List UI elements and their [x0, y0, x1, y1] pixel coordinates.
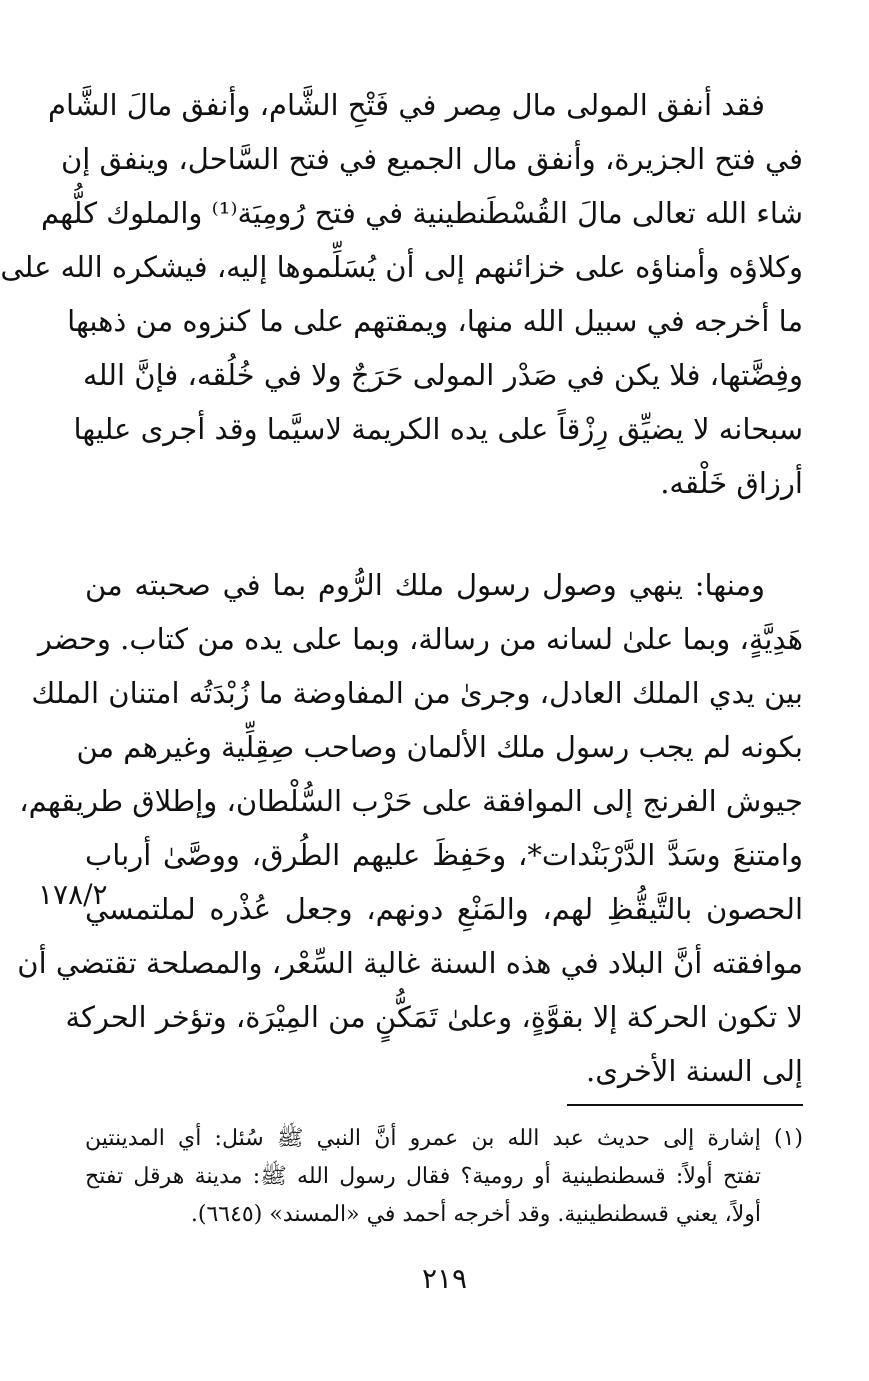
text-line: ما أخرجه في سبيل الله منها، ويمقتهم على ما كنزوه من ذهبها: [67, 304, 803, 338]
margin-reference: ١٧٨/٢: [38, 878, 108, 911]
footnote-divider: [567, 1104, 803, 1106]
text-line: ومنها: ينهي وصول رسول ملك الرُّوم بما في صحبته من: [85, 568, 765, 602]
text-line: فقد أنفق المولى مال مِصر في فَتْحِ الشَّام، وأنفق مالَ الشَّام: [48, 88, 765, 122]
footnote-line: تفتح أولاً: قسطنطينية أو رومية؟ فقال رسول الله ﷺ: مدينة هرقل تفتح: [85, 1164, 761, 1189]
text-line: شاء الله تعالى مالَ القُسْطَنطينية في فتح رُومِيَة⁽¹⁾ والملوك كلُّهم: [40, 196, 803, 230]
footnote-line: أولاً، يعني قسطنطينية. وقد أخرجه أحمد في «المسند» (٦٦٤٥).: [190, 1202, 761, 1227]
text-line: الحصون بالتَّيقُّظِ لهم، والمَنْعِ دونهم، وجعل عُذْره لملتمسي: [85, 892, 803, 926]
text-line: إلى السنة الأخرى.: [585, 1054, 803, 1088]
text-line: في فتح الجزيرة، وأنفق مال الجميع في فتح السَّاحل، وينفق إن: [60, 142, 803, 176]
text-line: وامتنعَ وسَدَّ الدَّرْبَنْدات*، وحَفِظَ عليهم الطُرق، ووصَّىٰ أرباب: [85, 838, 803, 872]
text-line: جيوش الفرنج إلى الموافقة على حَرْب السُّلْطان، وإطلاق طريقهم،: [19, 784, 803, 818]
text-line: هَدِيَّةٍ، وبما علىٰ لسانه من رسالة، وبما على يده من كتاب. وحضر: [37, 622, 803, 656]
text-line: لا تكون الحركة إلا بقوَّةٍ، وعلىٰ تَمَكُّنٍ من المِيْرَة، وتؤخر الحركة: [65, 1000, 803, 1034]
text-line: بكونه لم يجب رسول ملك الألمان وصاحب صِقِلِّية وغيرهم من: [76, 730, 803, 764]
footnote-line: (١) إشارة إلى حديث عبد الله بن عمرو أنَّ النبي ﷺ سُئل: أي المدينتين: [85, 1126, 803, 1151]
page-number: ٢١٩: [421, 1262, 468, 1295]
text-line: بين يدي الملك العادل، وجرىٰ من المفاوضة ما زُبْدَتُه امتنان الملك: [31, 676, 803, 710]
text-line: أرزاق خَلْقه.: [660, 466, 803, 500]
text-line: وكلاؤه وأمناؤه على خزائنهم إلى أن يُسَلِّموها إليه، فيشكره الله على: [0, 250, 803, 284]
text-line: موافقته أنَّ البلاد في هذه السنة غالية السِّعْر، والمصلحة تقتضي أن: [17, 946, 803, 980]
footnotes: [85, 1120, 803, 1234]
text-line: وفِضَّتها، فلا يكن في صَدْر المولى حَرَجٌ ولا في خُلُقه، فإنَّ الله: [83, 358, 803, 392]
paragraph-1: [0, 78, 803, 510]
text-line: سبحانه لا يضيِّق رِزْقاً على يده الكريمة لاسيَّما وقد أجرى عليها: [73, 412, 803, 446]
